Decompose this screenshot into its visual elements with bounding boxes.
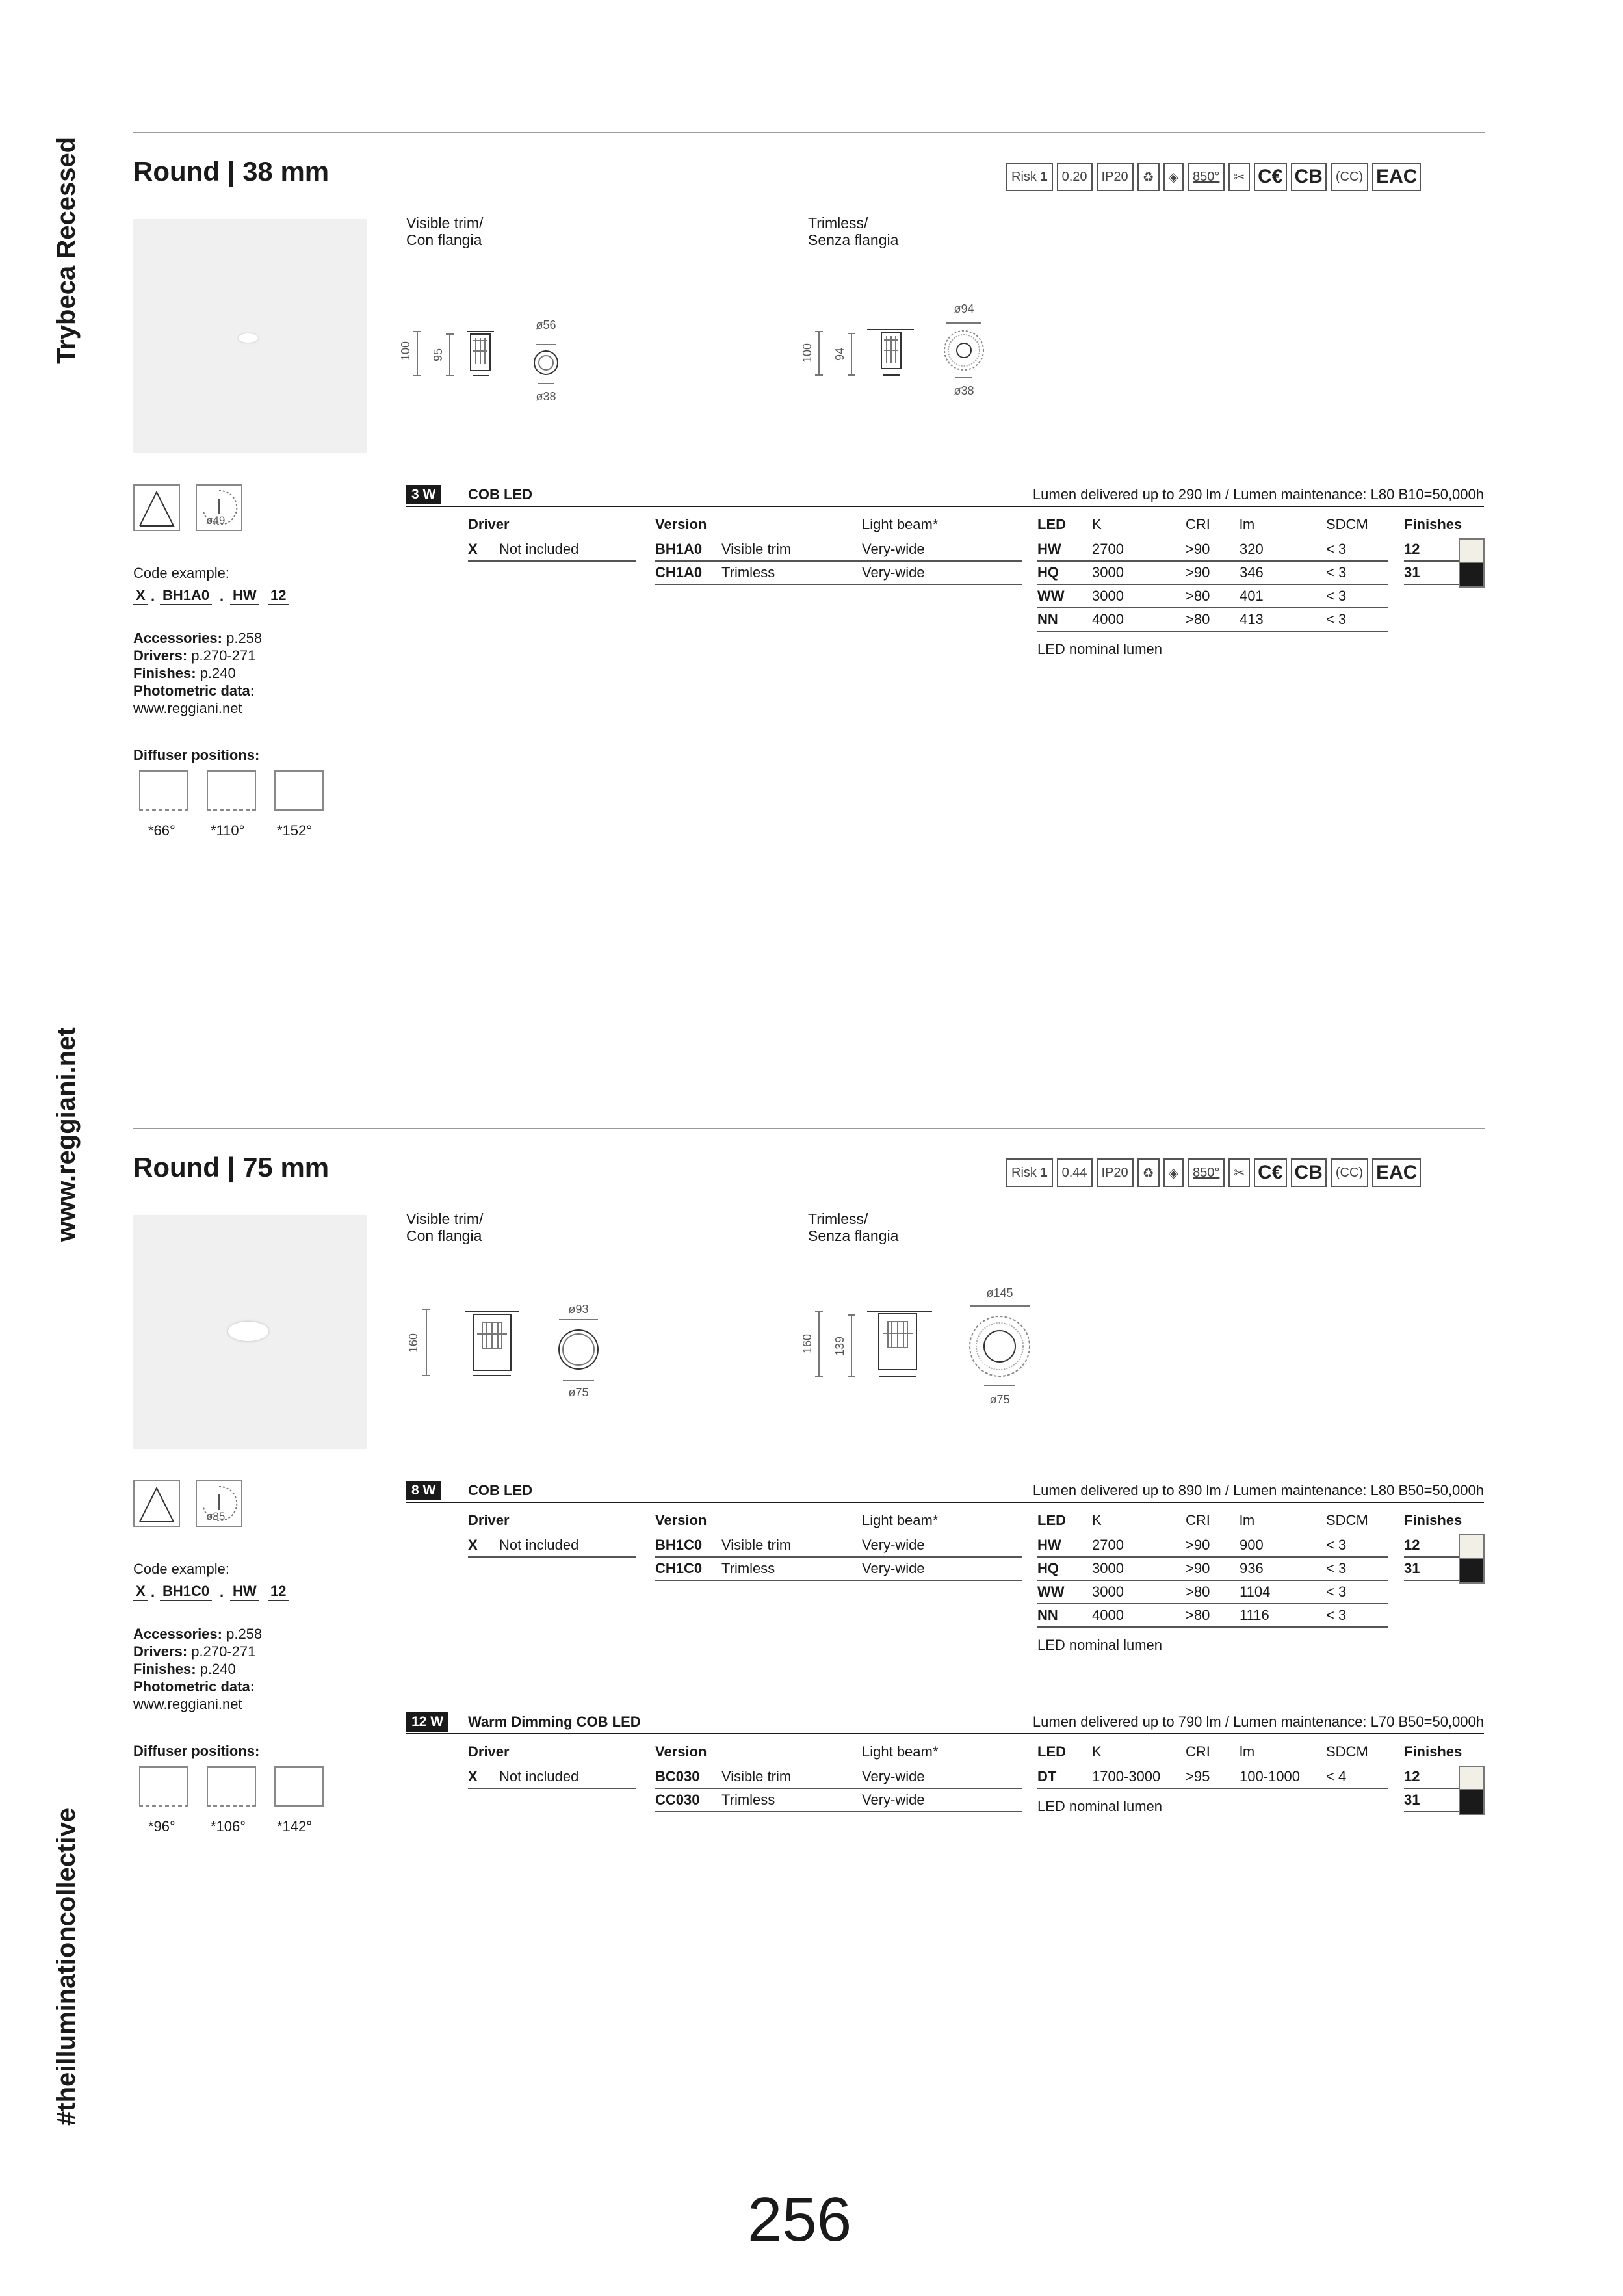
finish-swatch-black (1459, 1789, 1485, 1815)
code-finish: 12 (268, 587, 289, 605)
code-example-label: Code example: (133, 565, 229, 581)
section-title: Round | 75 mm (133, 1152, 330, 1182)
led-code: WW (1037, 1584, 1065, 1600)
sdcm-header: SDCM (1326, 1512, 1368, 1528)
section-divider (133, 1128, 1485, 1129)
finish-code: 12 (1404, 1537, 1420, 1553)
row-line (468, 1556, 636, 1558)
cb-mark-icon: CB (1291, 1158, 1327, 1187)
trimless-diam-inner: ø38 (954, 384, 974, 397)
code-dot: . (220, 1584, 224, 1600)
lumen-text: Lumen delivered up to 290 lm / Lumen maintenance: L80 B10=50,000h (1032, 486, 1484, 502)
version-header: Version (655, 1743, 707, 1760)
trimless-drawing (801, 1277, 1039, 1417)
led-sdcm: < 3 (1326, 1560, 1347, 1576)
block-rule (406, 1502, 1484, 1503)
recycle-icon: ♻ (1137, 163, 1160, 191)
visible-trim-drawing (399, 312, 572, 416)
led-cri: >95 (1186, 1768, 1210, 1784)
beam-diameter-label: ø85 (206, 1510, 226, 1522)
cb-mark-icon: CB (1291, 163, 1327, 191)
diffuser-position-3 (274, 770, 324, 811)
led-type: COB LED (468, 486, 532, 502)
led-code: WW (1037, 588, 1065, 604)
code-finish: 12 (268, 1583, 289, 1601)
wattage-badge: 8 W (406, 1481, 441, 1500)
trimless-height-inner: 94 (833, 347, 846, 361)
row-line (1404, 1811, 1459, 1812)
glow-wire-badge: 850° (1188, 163, 1225, 191)
driver-desc: Not included (499, 1537, 579, 1553)
row-line (655, 584, 1022, 585)
trimless-diam-outer: ø145 (986, 1286, 1013, 1299)
led-k: 4000 (1092, 1607, 1124, 1623)
visible-trim-height-inner: 95 (432, 348, 445, 362)
row-line (1404, 1788, 1459, 1789)
row-line (1404, 1580, 1459, 1581)
finish-swatch-white (1459, 538, 1485, 564)
row-line (1037, 607, 1388, 608)
version-beam: Very-wide (862, 564, 925, 581)
driver-desc: Not included (499, 541, 579, 557)
finish-swatch-white (1459, 1766, 1485, 1792)
finishes-header: Finishes (1404, 1512, 1462, 1528)
version-beam: Very-wide (862, 1768, 925, 1784)
trimless-diam-inner: ø75 (989, 1393, 1010, 1406)
led-lm: 100-1000 (1240, 1768, 1300, 1784)
downlight-hole (228, 1322, 268, 1341)
row-line (468, 1788, 636, 1789)
version-desc: Visible trim (721, 1537, 792, 1553)
code-led: HW (230, 1583, 259, 1601)
led-k: 3000 (1092, 588, 1124, 604)
beam-diameter-label: ø49 (206, 514, 226, 527)
visible-trim-caption: Visible trim/ Con flangia (406, 1210, 484, 1244)
page-number: 256 (747, 2185, 852, 2254)
product-image (133, 219, 367, 453)
no-cover-icon: ✂ (1228, 1158, 1250, 1187)
version-beam: Very-wide (862, 1792, 925, 1808)
version-desc: Visible trim (721, 541, 792, 557)
lm-header: lm (1240, 1512, 1255, 1528)
risk-badge: Risk 1 (1006, 1158, 1053, 1187)
driver-desc: Not included (499, 1768, 579, 1784)
visible-trim-caption: Visible trim/ Con flangia (406, 215, 484, 248)
block-rule (406, 506, 1484, 507)
row-line (655, 1556, 1022, 1558)
version-desc: Trimless (721, 1560, 775, 1576)
visible-trim-diam-inner: ø38 (536, 390, 556, 403)
row-line (1404, 1556, 1459, 1558)
trimless-drawing (801, 296, 1000, 416)
driver-header: Driver (468, 1743, 510, 1760)
led-code: NN (1037, 611, 1058, 627)
section-title: Round | 38 mm (133, 156, 330, 187)
finish-swatch-black (1459, 562, 1485, 588)
row-line (1037, 1603, 1388, 1604)
visible-trim-height-outer: 160 (407, 1333, 420, 1353)
driver-header: Driver (468, 516, 510, 532)
diffuser-angle-3: *152° (277, 822, 313, 839)
version-beam: Very-wide (862, 541, 925, 557)
ce-mark-icon: C€ (1254, 163, 1286, 191)
version-desc: Trimless (721, 564, 775, 581)
recycle-icon: ♻ (1137, 1158, 1160, 1187)
finish-code: 31 (1404, 564, 1420, 581)
beam-diameter-icon (196, 484, 242, 531)
eac-mark-icon: EAC (1372, 163, 1421, 191)
led-cri: >90 (1186, 564, 1210, 581)
led-header: LED (1037, 1512, 1066, 1528)
driver-code: X (468, 1537, 478, 1553)
led-type: COB LED (468, 1482, 532, 1498)
ip-badge: IP20 (1097, 163, 1134, 191)
code-led: HW (230, 587, 259, 605)
row-line (1404, 560, 1459, 562)
finish-swatch-white (1459, 1534, 1485, 1560)
row-line (655, 560, 1022, 562)
finish-code: 12 (1404, 541, 1420, 557)
k-header: K (1092, 516, 1102, 532)
row-line (1037, 560, 1388, 562)
row-line (1037, 1788, 1388, 1789)
trimless-diam-outer: ø94 (954, 302, 974, 315)
led-lm: 1116 (1240, 1607, 1269, 1623)
beam-header: Light beam* (862, 1743, 939, 1760)
led-k: 1700-3000 (1092, 1768, 1161, 1784)
ugr-badge: 0.20 (1057, 163, 1093, 191)
references: Accessories: p.258 Drivers: p.270-271 Finishes: p.240 Photometric data: www.reggiani.net (133, 630, 263, 716)
visible-trim-diam-outer: ø93 (568, 1303, 589, 1316)
beam-header: Light beam* (862, 516, 939, 532)
version-beam: Very-wide (862, 1560, 925, 1576)
downlight-hole (239, 333, 258, 343)
insulation-icon: ◈ (1163, 163, 1184, 191)
glow-wire-badge: 850° (1188, 1158, 1225, 1187)
section-divider (133, 132, 1485, 133)
trimless-height-outer: 160 (801, 1333, 814, 1354)
product-image (133, 1215, 367, 1449)
version-desc: Trimless (721, 1792, 775, 1808)
ccc-mark-icon: (CC) (1331, 1158, 1368, 1187)
led-lm: 320 (1240, 541, 1264, 557)
side-label-collection: Trybeca Recessed (52, 137, 81, 364)
code-version: BH1C0 (160, 1583, 212, 1601)
version-code: BH1C0 (655, 1537, 703, 1553)
references: Accessories: p.258 Drivers: p.270-271 Finishes: p.240 Photometric data: www.reggiani.net (133, 1626, 263, 1712)
led-sdcm: < 3 (1326, 1537, 1347, 1553)
row-line (1037, 1556, 1388, 1558)
diffuser-angle-2: *106° (211, 1818, 246, 1834)
insulation-icon: ◈ (1163, 1158, 1184, 1187)
eac-mark-icon: EAC (1372, 1158, 1421, 1187)
trimless-caption: Trimless/ Senza flangia (808, 1210, 899, 1244)
led-sdcm: < 3 (1326, 611, 1347, 627)
version-header: Version (655, 1512, 707, 1528)
version-beam: Very-wide (862, 1537, 925, 1553)
led-code: DT (1037, 1768, 1057, 1784)
ce-mark-icon: C€ (1254, 1158, 1286, 1187)
led-code: HW (1037, 1537, 1061, 1553)
row-line (1037, 1580, 1388, 1581)
diffuser-position-3 (274, 1766, 324, 1807)
finish-code: 12 (1404, 1768, 1420, 1784)
led-lm: 900 (1240, 1537, 1264, 1553)
version-code: CC030 (655, 1792, 700, 1808)
diffuser-angle-3: *142° (277, 1818, 313, 1834)
version-code: BH1A0 (655, 541, 703, 557)
version-code: CH1C0 (655, 1560, 703, 1576)
finish-swatch-black (1459, 1558, 1485, 1584)
cri-header: CRI (1186, 516, 1210, 532)
beam-shape-icon (133, 484, 180, 531)
led-sdcm: < 3 (1326, 1584, 1347, 1600)
led-sdcm: < 3 (1326, 541, 1347, 557)
finish-code: 31 (1404, 1792, 1420, 1808)
row-line (1037, 584, 1388, 585)
row-line (655, 1580, 1022, 1581)
diffuser-label: Diffuser positions: (133, 747, 260, 763)
led-note: LED nominal lumen (1037, 641, 1162, 657)
led-sdcm: < 3 (1326, 564, 1347, 581)
visible-trim-diam-inner: ø75 (568, 1386, 589, 1399)
led-header: LED (1037, 1743, 1066, 1760)
k-header: K (1092, 1512, 1102, 1528)
led-cri: >80 (1186, 588, 1210, 604)
finishes-header: Finishes (1404, 516, 1462, 532)
code-driver: X (133, 1583, 148, 1601)
led-header: LED (1037, 516, 1066, 532)
cri-header: CRI (1186, 1512, 1210, 1528)
diffuser-position-2 (207, 1766, 256, 1807)
block-rule (406, 1733, 1484, 1734)
diffuser-angle-2: *110° (211, 822, 245, 839)
finishes-header: Finishes (1404, 1743, 1462, 1760)
diffuser-position-2 (207, 770, 256, 811)
ip-badge: IP20 (1097, 1158, 1134, 1187)
finish-code: 31 (1404, 1560, 1420, 1576)
version-desc: Visible trim (721, 1768, 792, 1784)
code-dot: . (151, 588, 155, 604)
sdcm-header: SDCM (1326, 1743, 1368, 1760)
row-line (1404, 584, 1459, 585)
beam-header: Light beam* (862, 1512, 939, 1528)
beam-diameter-icon (196, 1480, 242, 1527)
certification-badges (1006, 1158, 1421, 1187)
led-code: HQ (1037, 1560, 1059, 1576)
trimless-height-outer: 100 (801, 343, 814, 363)
led-cri: >90 (1186, 541, 1210, 557)
led-cri: >80 (1186, 1607, 1210, 1623)
led-sdcm: < 3 (1326, 1607, 1347, 1623)
trimless-height-inner: 139 (833, 1336, 846, 1357)
row-line (468, 560, 636, 562)
diffuser-label: Diffuser positions: (133, 1743, 260, 1759)
sdcm-header: SDCM (1326, 516, 1368, 532)
version-header: Version (655, 516, 707, 532)
led-k: 2700 (1092, 1537, 1124, 1553)
code-dot: . (151, 1584, 155, 1600)
diffuser-position-1 (139, 770, 188, 811)
led-type: Warm Dimming COB LED (468, 1714, 641, 1730)
led-code: HQ (1037, 564, 1059, 581)
led-lm: 1104 (1240, 1584, 1271, 1600)
diffuser-angle-1: *96° (148, 1818, 175, 1834)
code-driver: X (133, 587, 148, 605)
led-cri: >90 (1186, 1560, 1210, 1576)
lm-header: lm (1240, 1743, 1255, 1760)
code-version: BH1A0 (160, 587, 212, 605)
led-k: 2700 (1092, 541, 1124, 557)
led-lm: 936 (1240, 1560, 1264, 1576)
led-cri: >80 (1186, 611, 1210, 627)
led-k: 4000 (1092, 611, 1124, 627)
certification-badges (1006, 163, 1421, 191)
led-k: 3000 (1092, 564, 1124, 581)
led-sdcm: < 4 (1326, 1768, 1347, 1784)
led-k: 3000 (1092, 1560, 1124, 1576)
led-lm: 413 (1240, 611, 1264, 627)
lumen-text: Lumen delivered up to 790 lm / Lumen maintenance: L70 B50=50,000h (1032, 1714, 1484, 1730)
trimless-caption: Trimless/ Senza flangia (808, 215, 899, 248)
diffuser-position-1 (139, 1766, 188, 1807)
driver-code: X (468, 541, 478, 557)
wattage-badge: 3 W (406, 485, 441, 504)
row-line (655, 1788, 1022, 1789)
version-code: BC030 (655, 1768, 700, 1784)
no-cover-icon: ✂ (1228, 163, 1250, 191)
led-code: NN (1037, 1607, 1058, 1623)
visible-trim-height-outer: 100 (399, 341, 412, 361)
wattage-badge: 12 W (406, 1712, 448, 1732)
visible-trim-diam-outer: ø56 (536, 319, 556, 332)
led-note: LED nominal lumen (1037, 1798, 1162, 1814)
led-note: LED nominal lumen (1037, 1637, 1162, 1653)
visible-trim-drawing (403, 1294, 611, 1411)
risk-badge: Risk 1 (1006, 163, 1053, 191)
led-cri: >80 (1186, 1584, 1210, 1600)
code-example-label: Code example: (133, 1561, 229, 1577)
side-label-website: www.reggiani.net (52, 1027, 81, 1242)
code-dot: . (220, 588, 224, 604)
k-header: K (1092, 1743, 1102, 1760)
version-code: CH1A0 (655, 564, 703, 581)
diffuser-angle-1: *66° (148, 822, 175, 839)
led-k: 3000 (1092, 1584, 1124, 1600)
row-line (655, 1811, 1022, 1812)
ugr-badge: 0.44 (1057, 1158, 1093, 1187)
ccc-mark-icon: (CC) (1331, 163, 1368, 191)
lumen-text: Lumen delivered up to 890 lm / Lumen maintenance: L80 B50=50,000h (1032, 1482, 1484, 1498)
led-lm: 401 (1240, 588, 1264, 604)
cri-header: CRI (1186, 1743, 1210, 1760)
led-lm: 346 (1240, 564, 1264, 581)
beam-shape-icon (133, 1480, 180, 1527)
driver-code: X (468, 1768, 478, 1784)
row-line (1037, 631, 1388, 632)
side-label-hashtag: #theilluminationcollective (52, 1807, 81, 2126)
driver-header: Driver (468, 1512, 510, 1528)
lm-header: lm (1240, 516, 1255, 532)
led-sdcm: < 3 (1326, 588, 1347, 604)
led-code: HW (1037, 541, 1061, 557)
row-line (1037, 1626, 1388, 1628)
led-cri: >90 (1186, 1537, 1210, 1553)
